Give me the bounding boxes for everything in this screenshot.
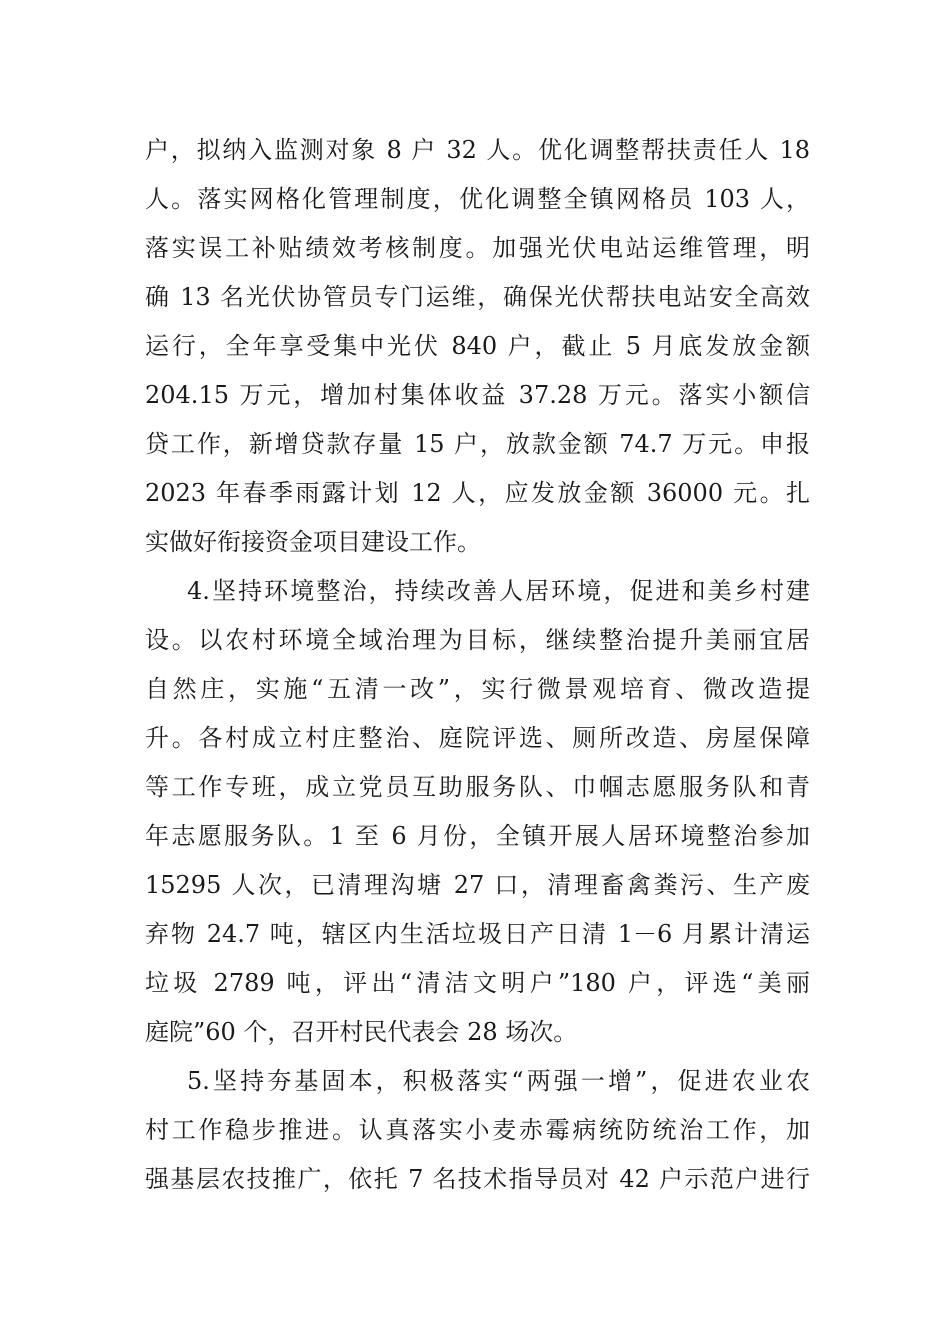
text-line: 自然庄，实施“五清一改”，实行微景观培育、微改造提 (145, 675, 810, 703)
text-line: 强基层农技推广，依托 7 名技术指导员对 42 户示范户进行 (145, 1165, 810, 1193)
paragraph-heading-line: 5.坚持夯基固本，积极落实“两强一增”，促进农业农 (187, 1067, 810, 1095)
text-line: 贷工作，新增贷款存量 15 户，放款金额 74.7 万元。申报 (145, 430, 810, 458)
text-line: 庭院”60 个，召开村民代表会 28 场次。 (145, 1018, 578, 1046)
text-line: 落实误工补贴绩效考核制度。加强光伏电站运维管理，明 (145, 234, 810, 262)
text-line: 204.15 万元，增加村集体收益 37.28 万元。落实小额信 (145, 381, 810, 409)
text-line: 户，拟纳入监测对象 8 户 32 人。优化调整帮扶责任人 18 (145, 136, 810, 164)
paragraph-poverty-monitoring (145, 126, 810, 567)
text-line: 升。各村成立村庄整治、庭院评选、厕所改造、房屋保障 (145, 724, 810, 752)
text-line: 2023 年春季雨露计划 12 人，应发放金额 36000 元。扎 (145, 479, 810, 507)
text-line: 运行，全年享受集中光伏 840 户，截止 5 月底发放金额 (145, 332, 810, 360)
text-line: 实做好衔接资金项目建设工作。 (145, 528, 481, 556)
text-line: 垃圾 2789 吨，评出“清洁文明户”180 户，评选“美丽 (145, 969, 810, 997)
paragraph-agriculture (145, 1057, 810, 1204)
text-line: 确 13 名光伏协管员专门运维，确保光伏帮扶电站安全高效 (145, 283, 810, 311)
text-line: 年志愿服务队。1 至 6 月份，全镇开展人居环境整治参加 (145, 822, 810, 850)
text-line: 人。落实网格化管理制度，优化调整全镇网格员 103 人， (145, 185, 810, 213)
body-text (145, 126, 810, 1204)
text-line: 弃物 24.7 吨，辖区内生活垃圾日产日清 1－6 月累计清运 (145, 920, 810, 948)
text-line: 村工作稳步推进。认真落实小麦赤霉病统防统治工作，加 (145, 1116, 810, 1144)
text-line: 等工作专班，成立党员互助服务队、巾帼志愿服务队和青 (145, 773, 810, 801)
paragraph-heading-line: 4.坚持环境整治，持续改善人居环境，促进和美乡村建 (187, 577, 810, 605)
text-line: 设。以农村环境全域治理为目标，继续整治提升美丽宜居 (145, 626, 810, 654)
text-line: 15295 人次，已清理沟塘 27 口，清理畜禽粪污、生产废 (145, 871, 810, 899)
paragraph-environment (145, 567, 810, 1057)
